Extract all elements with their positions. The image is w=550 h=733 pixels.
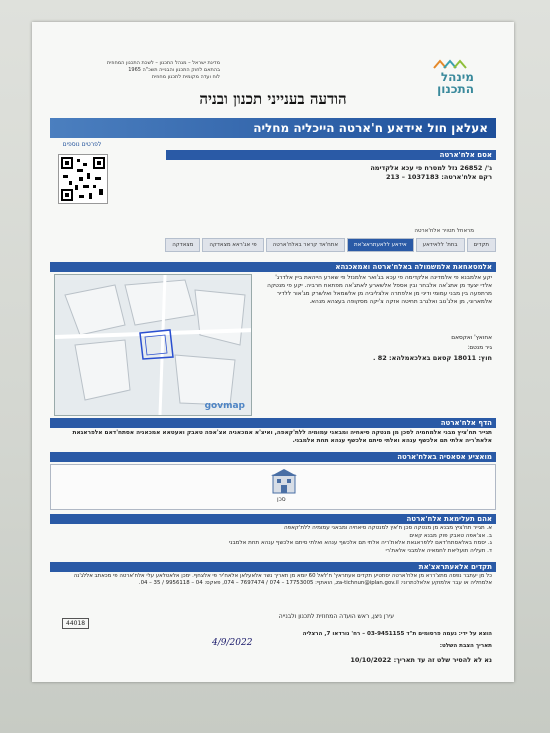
instructions-list — [52, 525, 492, 555]
publisher-line: הוצא על ידי: נעמה פרסומים ת"ד 03-9451155 – רח' נורדאו 7, הרצליה — [302, 631, 492, 637]
instructions-section-label: אהם תעלימאת אלח'ארטה — [50, 514, 496, 524]
objections-text: כל מן יעתבר נפסה מתצ'ררא מן אלח'ארטה יסתטיע תקדים אעתראץ' ח'לאל 60 יומא מן תאריך נשר אלאעלאן אלאח'יר פי אלצחף. ימכן אלאטלאע עלי אלח'ארטה פי מכאתב אללג'נה אלמחליה או עבר אלמוקע אלאלכתרוני: za-tichnun@iplan.gov.il, הואתף: 17753005 – 074 / 7697474 – 074, פאקס: 04 – 9956118 / 35 – 04. — [73, 573, 492, 587]
committee-note: לוח ועדה מקומית לתכנון מחוזית — [151, 74, 220, 80]
objections-section-label: תקדים אלאעתראצ'את — [50, 562, 496, 572]
banner-title: אעלאן חול אידאע ח'ארטה הייכליה מחליה — [253, 121, 488, 135]
stage-3 — [347, 238, 414, 252]
block-value: חוץ: 18011 קסאם באלכאמלהא: 82 . — [373, 354, 492, 362]
planning-logo — [416, 58, 496, 94]
qr-block — [52, 142, 112, 224]
page-title: הודעה בענייני תכנון ובניה — [199, 90, 347, 108]
stage-6 — [165, 238, 200, 252]
parcels-label: אחואץ' ואקסאם — [451, 335, 492, 341]
logo-line-2: התכנון — [437, 82, 474, 96]
logo-icon — [432, 58, 472, 70]
govmap-watermark: govmap — [204, 401, 245, 411]
main-topic-caption: סכן — [277, 496, 286, 503]
areas-section-label: אלמסאחאת אלמשמולה באלח'ארטה ואמאכנהא — [50, 262, 496, 272]
qr-caption: לפרטים נוספים — [62, 141, 102, 148]
stage-1 — [467, 238, 496, 252]
instruction-item: ד. תעליה תועליאת לחמאיה אלמבני אלאת'רי — [385, 547, 492, 554]
main-topics-section-label: מואציע אסאסיה באלח'ארטה — [50, 452, 496, 462]
logo-line-1: מינהל — [440, 70, 474, 84]
location-map[interactable] — [54, 274, 252, 416]
block-label: גיר מנטם: — [467, 345, 492, 351]
stage-2 — [416, 238, 465, 252]
authority-note: מדינת ישראל – מנהל התכנון – לשכת התכנון המחוזית — [106, 60, 220, 66]
stage-5 — [202, 238, 263, 252]
stage-6-label: מצאדקה — [172, 242, 194, 248]
reference-number: 44018 — [62, 618, 89, 629]
stage-4 — [266, 238, 345, 252]
instruction-item: ב. אצ'אפה טאבק פוק מבנא קאים — [409, 532, 492, 539]
stage-1-label: תקדים — [473, 242, 489, 248]
stages-heading: מראחל תטויר אלח'ארטה — [414, 228, 474, 234]
stage-5-label: פי אג'ראא מצאדקה — [209, 242, 257, 248]
main-topics-box — [50, 464, 496, 510]
handwritten-date: 4/9/2022 — [212, 638, 253, 648]
residential-building-icon — [269, 469, 299, 495]
posting-date-label: תאריך הצבת השלט: — [439, 643, 492, 649]
plan-number: רקם אלח'ארטה: 1037183 – 213 — [385, 173, 492, 181]
notice-document — [32, 22, 514, 682]
plan-name: ג'/ 26852 נזל למסרח פי עכא אלקדימה — [370, 164, 492, 172]
stage-3-label: אידאע ללאעתראצ'את — [354, 242, 407, 248]
signature-line: עירן ניצן, ראש הועדה המחוזית לתכנון ולבנייה — [278, 613, 394, 620]
qr-code-icon[interactable] — [58, 154, 108, 204]
instruction-item: א. תגייר תח'ציץ מבנא מן מנטקה סכן ח'אץ למנטקה סיאחיה ומבאני עמומיה ללת'קאפה — [283, 525, 492, 531]
areas-description: יקע אלמבנא פי אלמדינה אלקדימה פי עכא בג'ואר אלמנזל פי שארע הייהאת ביין אלדרג' אלדי יצעד מן אתג'אה אלבחר ובין אספל אלשארע לאתג'אה מפתאח חרביה. יקע פי מנטקה מרתפעה בין מבני עמומי ודיני מן אלפתרה אלצליביה מן אלשמאל ואלשרק מג'אור ללדיר אלמארוני, מן אלג'נוב ואלגרב תחיטה אזקה צ'יקה מסקופה בעצהא מנהא. — [267, 275, 492, 305]
map-drawing — [55, 275, 251, 415]
stage-2-label: בחת' ללאידאע — [422, 242, 458, 248]
goal-section-label: הדף אלח'ארטה — [50, 418, 496, 428]
removal-warning: נא לא להסיר שלט זה עד תאריך: 10/10/2022 — [350, 656, 492, 664]
instruction-item: ג. יסמח באלאסתח'דאם ללפראגאת אלאת'ריה אלתי תם אלכשף ענהא ואלתי סיתם אלכשף ענהא תחת אלמבני — [228, 540, 492, 546]
stages-bar — [163, 238, 496, 252]
stage-4-label: אתח'אד קראר באלח'ארטה — [272, 242, 339, 248]
banner — [50, 118, 496, 138]
goal-text: תגייר תח'ציץ מבני אלמחמיה לסכן מן מנטקה סיאחיה ומבאני עמומיה ללת'קאפה, ואיצ'א אמכאניה אצ'אפה טאבק ואעטאא אמכאניה אסתח'דאם אלפראגאת אלאת'ריה אלתי תם אלכשף ענהא ואלתי סיתם אלכשף ענהא תחת אלמבני. — [72, 430, 492, 444]
law-note: בהתאם לחוק התכנון והבנייה תשכ"ה 1965 — [128, 67, 220, 73]
plan-section-label: אסם אלח'ארטה — [166, 150, 496, 160]
